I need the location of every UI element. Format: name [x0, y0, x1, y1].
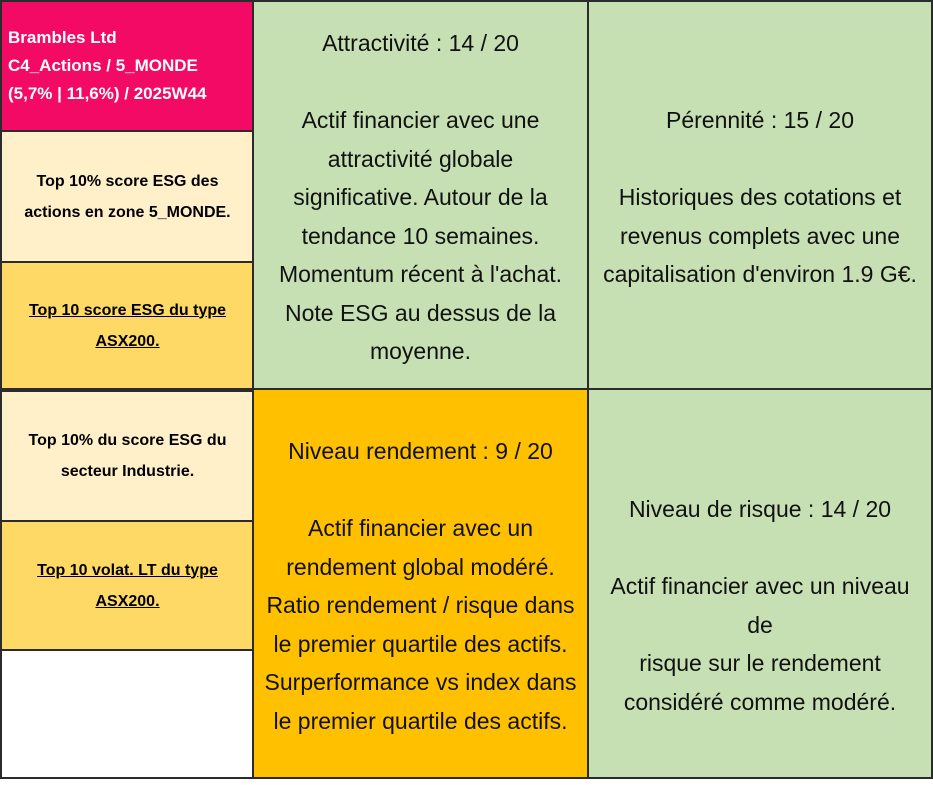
tag-line: secteur Industrie.	[60, 463, 195, 480]
attractivite-line: significative. Autour de la	[293, 184, 548, 210]
rendement-line: Ratio rendement / risque dans	[266, 592, 575, 618]
tag-line: actions en zone 5_MONDE.	[24, 203, 231, 221]
tag-esg-sector	[0, 390, 255, 522]
perennite-cell	[587, 0, 933, 390]
tag-link-line[interactable]: ASX200.	[95, 592, 160, 610]
rendement-title: Niveau rendement : 9 / 20	[288, 438, 553, 464]
perennite-line: capitalisation d'environ 1.9 G€.	[603, 261, 917, 287]
empty-cell	[0, 649, 255, 779]
risque-cell	[587, 388, 933, 779]
attractivite-line: Actif financier avec une	[301, 107, 540, 133]
tag-link-line[interactable]: Top 10 volat. LT du type	[37, 561, 218, 579]
attractivite-line: tendance 10 semaines.	[301, 222, 540, 249]
tag-esg-zone	[0, 130, 255, 263]
rendement-cell	[252, 388, 589, 779]
tag-line: Top 10% du score ESG du	[28, 432, 227, 449]
asset-performance: (5,7% | 11,6%) / 2025W44	[8, 84, 207, 103]
attractivite-line: moyenne.	[369, 338, 471, 364]
asset-header-cell	[0, 0, 255, 132]
attractivite-title: Attractivité : 14 / 20	[322, 30, 519, 56]
attractivite-line: Note ESG au dessus de la	[284, 299, 557, 326]
tag-volatility-type-link[interactable]	[0, 520, 255, 651]
perennite-title: Pérennité : 15 / 20	[666, 107, 854, 133]
attractivite-line: attractivité globale	[327, 145, 514, 172]
perennite-line: revenus complets avec une	[620, 222, 900, 249]
company-name: Brambles Ltd	[8, 28, 117, 47]
tag-link-line[interactable]: Top 10 score ESG du type	[28, 301, 227, 319]
attractivite-cell	[252, 0, 589, 390]
risque-line: considéré comme modéré.	[623, 688, 897, 715]
risque-title: Niveau de risque : 14 / 20	[628, 496, 892, 522]
rendement-line: le premier quartile des actifs.	[273, 707, 568, 734]
risque-line: Actif financier avec un niveau de	[610, 573, 910, 638]
tag-esg-type-link[interactable]	[0, 261, 255, 390]
rendement-line: Surperformance vs index dans	[264, 669, 577, 695]
risque-line: risque sur le rendement	[639, 650, 881, 676]
rendement-line: le premier quartile des actifs.	[273, 630, 568, 657]
tag-link-line[interactable]: ASX200.	[95, 332, 160, 350]
perennite-line: Historiques des cotations et	[618, 184, 902, 210]
rendement-line: rendement global modéré.	[286, 553, 555, 580]
attractivite-line: Momentum récent à l'achat.	[278, 261, 563, 287]
rendement-line: Actif financier avec un	[307, 515, 533, 541]
tag-line: Top 10% score ESG des	[36, 172, 219, 190]
asset-category: C4_Actions / 5_MONDE	[8, 56, 198, 75]
